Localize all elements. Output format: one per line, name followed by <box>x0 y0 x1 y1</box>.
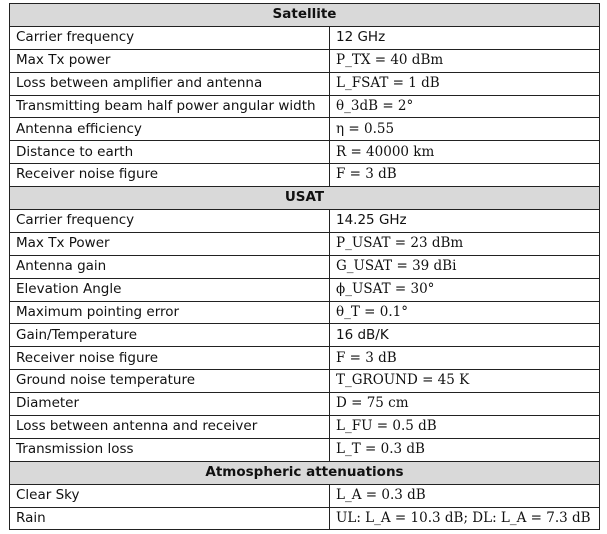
parameter-value: UL: L_A = 10.3 dB; DL: L_A = 7.3 dB <box>330 507 600 530</box>
table-row <box>10 255 600 278</box>
parameter-value: 14.25 GHz <box>330 210 600 233</box>
parameter-value: G_USAT = 39 dBi <box>330 255 600 278</box>
parameter-name: Carrier frequency <box>10 26 330 49</box>
parameter-value: 16 dB/K <box>330 324 600 347</box>
table-row <box>10 95 600 118</box>
parameter-name: Receiver noise figure <box>10 347 330 370</box>
parameter-value: η = 0.55 <box>330 118 600 141</box>
parameter-value: L_FU = 0.5 dB <box>330 416 600 439</box>
table-row <box>10 370 600 393</box>
table-row <box>10 301 600 324</box>
parameter-value: ϕ_USAT = 30° <box>330 278 600 301</box>
table-row <box>10 324 600 347</box>
parameter-name: Elevation Angle <box>10 278 330 301</box>
parameter-name: Clear Sky <box>10 484 330 507</box>
table-row <box>10 438 600 461</box>
table-row <box>10 347 600 370</box>
section-title: USAT <box>10 187 600 210</box>
table-row <box>10 416 600 439</box>
table-row <box>10 72 600 95</box>
section-header-atmospheric-attenuations <box>10 461 600 484</box>
parameter-value: L_FSAT = 1 dB <box>330 72 600 95</box>
parameter-name: Distance to earth <box>10 141 330 164</box>
parameter-value: T_GROUND = 45 K <box>330 370 600 393</box>
section-header-usat <box>10 187 600 210</box>
table-row <box>10 484 600 507</box>
parameter-value: F = 3 dB <box>330 164 600 187</box>
parameter-name: Carrier frequency <box>10 210 330 233</box>
parameter-name: Antenna gain <box>10 255 330 278</box>
parameter-name: Max Tx Power <box>10 232 330 255</box>
section-header-satellite <box>10 4 600 27</box>
parameter-value: D = 75 cm <box>330 393 600 416</box>
parameter-name: Transmitting beam half power angular width <box>10 95 330 118</box>
table-row <box>10 141 600 164</box>
parameter-name: Antenna efficiency <box>10 118 330 141</box>
link-budget-parameters-table <box>9 3 600 530</box>
parameter-name: Gain/Temperature <box>10 324 330 347</box>
table-row <box>10 118 600 141</box>
parameter-name: Transmission loss <box>10 438 330 461</box>
parameter-value: F = 3 dB <box>330 347 600 370</box>
section-title: Satellite <box>10 4 600 27</box>
parameter-name: Max Tx power <box>10 49 330 72</box>
parameter-value: θ_T = 0.1° <box>330 301 600 324</box>
parameter-name: Loss between antenna and receiver <box>10 416 330 439</box>
table-row <box>10 26 600 49</box>
table-row <box>10 507 600 530</box>
parameter-value: L_T = 0.3 dB <box>330 438 600 461</box>
parameter-name: Diameter <box>10 393 330 416</box>
table-row <box>10 164 600 187</box>
parameter-value: R = 40000 km <box>330 141 600 164</box>
parameter-name: Receiver noise figure <box>10 164 330 187</box>
parameter-value: θ_3dB = 2° <box>330 95 600 118</box>
parameter-value: P_TX = 40 dBm <box>330 49 600 72</box>
parameters-table-container <box>9 3 600 530</box>
parameter-value: P_USAT = 23 dBm <box>330 232 600 255</box>
table-row <box>10 393 600 416</box>
parameter-name: Loss between amplifier and antenna <box>10 72 330 95</box>
table-row <box>10 232 600 255</box>
table-row <box>10 49 600 72</box>
section-title: Atmospheric attenuations <box>10 461 600 484</box>
parameter-name: Ground noise temperature <box>10 370 330 393</box>
parameter-name: Maximum pointing error <box>10 301 330 324</box>
table-row <box>10 278 600 301</box>
parameter-value: 12 GHz <box>330 26 600 49</box>
table-row <box>10 210 600 233</box>
parameter-value: L_A = 0.3 dB <box>330 484 600 507</box>
parameter-name: Rain <box>10 507 330 530</box>
